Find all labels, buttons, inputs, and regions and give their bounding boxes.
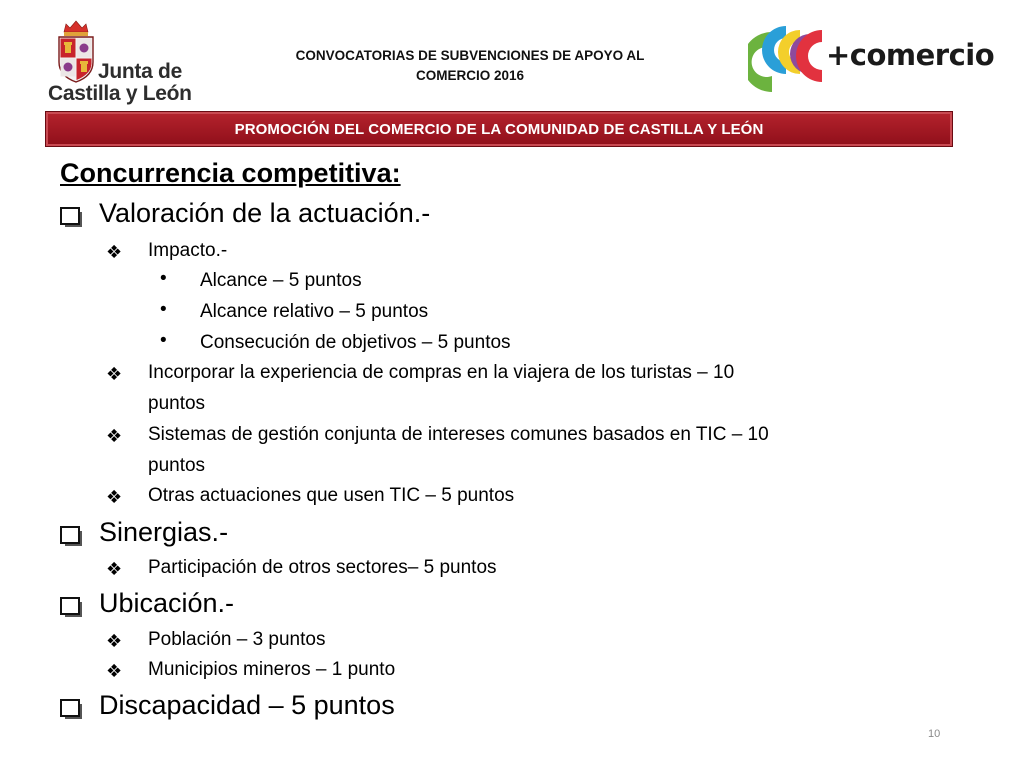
checkbox-square-bullet-icon bbox=[60, 699, 80, 717]
round-bullet-icon: • bbox=[160, 299, 167, 320]
diamond-bullet-icon: ❖ bbox=[106, 631, 123, 651]
list-item-text: Alcance relativo – 5 puntos bbox=[200, 301, 429, 322]
diamond-bullet-icon: ❖ bbox=[106, 426, 123, 446]
list-item-text: Municipios mineros – 1 punto bbox=[148, 659, 396, 680]
diamond-bullet-icon: ❖ bbox=[106, 242, 123, 262]
page-number: 10 bbox=[928, 728, 941, 740]
banner-text: PROMOCIÓN DEL COMERCIO DE LA COMUNIDAD DE CASTILLA Y LEÓN bbox=[234, 121, 764, 138]
list-item-text: Población – 3 puntos bbox=[148, 629, 326, 650]
diamond-bullet-icon: ❖ bbox=[106, 661, 123, 681]
round-bullet-icon: • bbox=[160, 268, 167, 289]
header-title-line1: CONVOCATORIAS DE SUBVENCIONES DE APOYO AL bbox=[295, 48, 645, 63]
diamond-bullet-icon: ❖ bbox=[106, 364, 123, 384]
list-item-text-continued: puntos bbox=[148, 393, 206, 414]
list-item-text: Discapacidad – 5 puntos bbox=[99, 690, 395, 720]
brand-circles-icon bbox=[748, 22, 838, 100]
list-item-text: Sinergias.- bbox=[99, 517, 229, 547]
junta-castilla-leon-logo bbox=[46, 16, 196, 106]
diamond-bullet-icon: ❖ bbox=[106, 559, 123, 579]
list-item-text: Valoración de la actuación.- bbox=[99, 198, 431, 228]
mas-comercio-logo bbox=[748, 22, 995, 100]
diamond-bullet-icon: ❖ bbox=[106, 487, 123, 507]
list-item-text: Ubicación.- bbox=[99, 588, 235, 618]
section-banner bbox=[45, 111, 953, 147]
checkbox-square-bullet-icon bbox=[60, 207, 80, 225]
list-item-text-continued: puntos bbox=[148, 455, 206, 476]
org-name-line2: Castilla y León bbox=[48, 82, 192, 105]
list-item-text: Alcance – 5 puntos bbox=[200, 270, 362, 291]
list-item-text: Otras actuaciones que usen TIC – 5 puntos bbox=[148, 485, 515, 506]
slide-heading: Concurrencia competitiva: bbox=[60, 158, 401, 188]
round-bullet-icon: • bbox=[160, 330, 167, 351]
org-name-line1: Junta de bbox=[98, 60, 182, 83]
list-item-text: Incorporar la experiencia de compras en la viajera de los turistas – 10 bbox=[148, 362, 735, 383]
checkbox-square-bullet-icon bbox=[60, 597, 80, 615]
header-title bbox=[270, 46, 670, 86]
list-item-text: Participación de otros sectores– 5 puntos bbox=[148, 557, 497, 578]
list-item-text: Sistemas de gestión conjunta de intereses comunes basados en TIC – 10 bbox=[148, 424, 769, 445]
list-item-text: Impacto.- bbox=[148, 240, 228, 261]
checkbox-square-bullet-icon bbox=[60, 526, 80, 544]
coat-of-arms-icon bbox=[56, 18, 96, 84]
brand-name: +comercio bbox=[826, 38, 995, 72]
list-item-text: Consecución de objetivos – 5 puntos bbox=[200, 332, 511, 353]
header-title-line2: COMERCIO 2016 bbox=[415, 68, 525, 83]
